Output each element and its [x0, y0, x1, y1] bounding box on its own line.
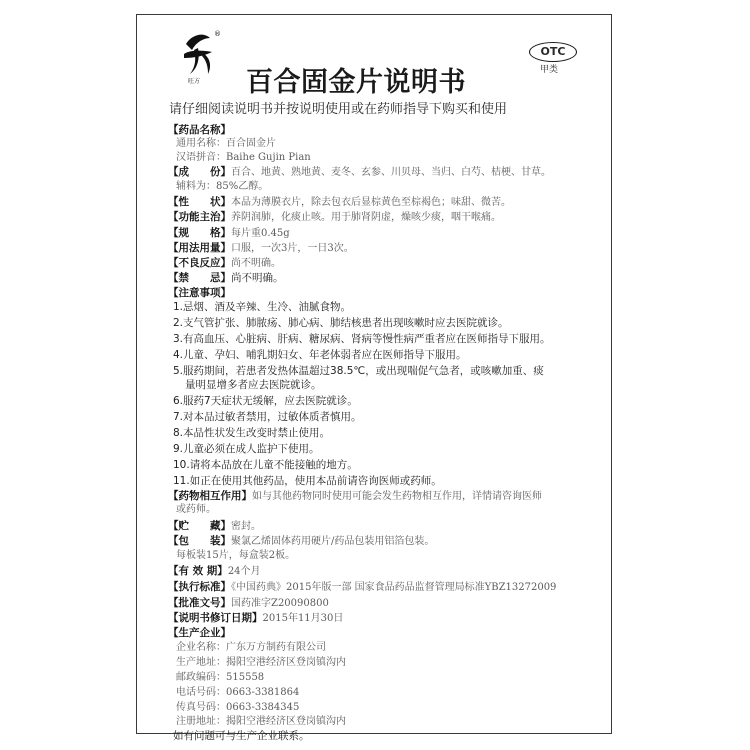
spec-label: 【规 格】 [168, 227, 231, 239]
registered-mark: ® [214, 30, 221, 38]
indication-label: 【功能主治】 [168, 211, 231, 223]
ingredients-label: 【成 份】 [168, 166, 231, 178]
package-text: 聚氯乙烯固体药用硬片/药品包装用铝箔包装。 [231, 536, 435, 547]
contact-note: 如有问题可与生产企业联系。 [173, 730, 310, 742]
section-interactions [168, 489, 542, 504]
brand-logo-icon [178, 28, 222, 76]
contra-text: 尚不明确。 [231, 272, 284, 284]
list-item: 8.本品性状发生改变时禁止使用。 [173, 427, 331, 439]
dosage-label: 【用法用量】 [168, 242, 231, 254]
logo-text: 旺方 [188, 78, 201, 85]
section-adverse-reactions [168, 256, 281, 271]
standard-label: 【执行标准】 [168, 581, 231, 593]
section-package [168, 534, 434, 549]
section-manufacturer [168, 626, 231, 640]
contra-label: 【禁 忌】 [168, 272, 231, 284]
postcode: 邮政编码：515558 [176, 672, 265, 683]
generic-name: 通用名称：百合固金片 [176, 138, 276, 149]
standard-text: 《中国药典》2015年版一部 国家食品药品监督管理局标准YBZ13272009 [231, 582, 557, 593]
list-item: 2.支气管扩张、肺脓疡、肺心病、肺结核患者出现咳嗽时应去医院就诊。 [173, 317, 509, 329]
list-item: 9.儿童必须在成人监护下使用。 [173, 443, 320, 455]
precautions-label: 【注意事项】 [168, 287, 231, 299]
manufacturer-label: 【生产企业】 [168, 627, 231, 639]
package-label: 【包 装】 [168, 535, 231, 547]
package-text-cont: 每板装15片，每盒装2板。 [176, 550, 296, 561]
list-item: 7.对本品过敏者禁用，过敏体质者慎用。 [173, 411, 362, 423]
revision-text: 2015年11月30日 [262, 613, 344, 624]
adverse-text: 尚不明确。 [231, 258, 281, 269]
fax: 传真号码：0663-3384345 [176, 702, 300, 713]
section-storage [168, 519, 261, 534]
list-item: 量明显增多者应去医院就诊。 [185, 379, 322, 391]
section-revision-date [168, 611, 343, 626]
section-ingredients [168, 165, 551, 180]
interaction-text-cont: 或药师。 [176, 504, 216, 515]
section-approval [168, 596, 329, 611]
list-item: 4.儿童、孕妇、哺乳期妇女、年老体弱者应在医师指导下服用。 [173, 349, 467, 361]
section-drug-name [168, 123, 231, 137]
list-item: 10.请将本品放在儿童不能接触的地方。 [173, 459, 358, 471]
validity-text: 24个月 [227, 566, 261, 577]
pinyin-name: 汉语拼音：Baihe Gujin Pian [176, 152, 311, 163]
production-address: 生产地址：揭阳空港经济区登岗镇沟内 [176, 657, 346, 668]
usage-advice: 请仔细阅读说明书并按说明使用或在药师指导下购买和使用 [169, 102, 508, 117]
section-validity [168, 564, 261, 579]
spec-text: 每片重0.45g [231, 228, 290, 239]
dosage-text: 口服，一次3片，一日3次。 [231, 243, 354, 254]
section-standard [168, 580, 556, 595]
list-item: 3.有高血压、心脏病、肝病、糖尿病、肾病等慢性病严重者应在医师指导下服用。 [173, 333, 551, 345]
storage-text: 密封。 [231, 521, 261, 532]
phone: 电话号码：0663-3381864 [176, 687, 300, 698]
character-text: 本品为薄膜衣片，除去包衣后显棕黄色至棕褐色；味甜、微苦。 [231, 197, 511, 208]
section-character [168, 195, 511, 210]
section-spec [168, 226, 290, 241]
revision-label: 【说明书修订日期】 [168, 612, 263, 624]
section-precautions [168, 286, 231, 300]
list-item: 5.服药期间，若患者发热体温超过38.5℃，或出现喘促气急者，或咳嗽加重、痰 [173, 365, 544, 377]
validity-label: 【有 效 期】 [168, 565, 228, 577]
character-label: 【性 状】 [168, 196, 231, 208]
ingredients-text: 百合、地黄、熟地黄、麦冬、玄参、川贝母、当归、白芍、桔梗、甘草。 [231, 167, 551, 178]
adverse-label: 【不良反应】 [168, 257, 231, 269]
list-item: 1.忌烟、酒及辛辣、生冷、油腻食物。 [173, 301, 352, 313]
approval-label: 【批准文号】 [168, 597, 231, 609]
company-name: 企业名称：广东万方制药有限公司 [176, 642, 326, 653]
excipient-text: 辅料为：85%乙醇。 [176, 181, 269, 192]
interaction-label: 【药物相互作用】 [168, 490, 252, 502]
page-title: 百合固金片说明书 [246, 67, 466, 98]
list-item: 6.服药7天症状无缓解，应去医院就诊。 [173, 395, 358, 407]
otc-badge: OTC [529, 42, 577, 62]
storage-label: 【贮 藏】 [168, 520, 231, 532]
section-indication [168, 210, 501, 225]
indication-text: 养阴润肺，化痰止咳。用于肺肾阴虚，燥咳少痰，咽干喉痛。 [231, 212, 501, 223]
interaction-text: 如与其他药物同时使用可能会发生药物相互作用，详情请咨询医师 [252, 491, 542, 502]
approval-text: 国药准字Z20090800 [231, 598, 329, 609]
section-contraindications [168, 271, 284, 285]
registered-address: 注册地址：揭阳空港经济区登岗镇沟内 [176, 716, 346, 727]
drug-name-label: 【药品名称】 [168, 124, 231, 136]
section-dosage [168, 241, 354, 256]
otc-class-label: 甲类 [540, 65, 559, 75]
list-item: 11.如正在使用其他药品，使用本品前请咨询医师或药师。 [173, 475, 442, 487]
